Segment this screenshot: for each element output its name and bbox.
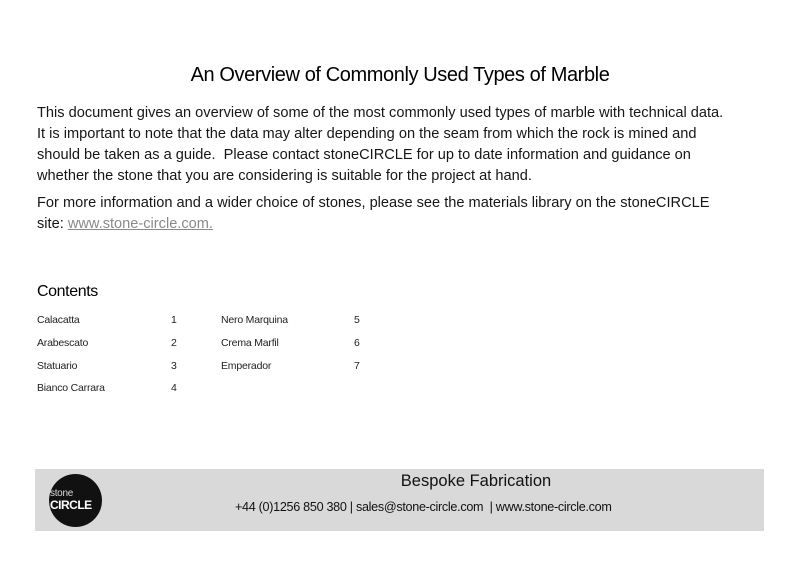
intro-line: should be taken as a guide. Please contact stoneCIRCLE for up to date information and guidance on: [37, 147, 691, 163]
toc-item-name[interactable]: Statuario: [37, 360, 78, 372]
more-info-line: For more information and a wider choice of stones, please see the materials library on the stoneCIRCLE: [37, 195, 710, 211]
toc-item-name[interactable]: Crema Marfil: [221, 337, 279, 349]
toc-item-page: 5: [354, 314, 360, 326]
intro-paragraph: [37, 103, 767, 187]
more-info-prefix: site:: [37, 216, 68, 232]
toc-item-page: 4: [171, 382, 177, 394]
website-link[interactable]: www.stone-circle.com.: [67, 216, 213, 232]
toc-item-page: 2: [171, 337, 177, 349]
footer-tagline: Bespoke Fabrication: [400, 472, 552, 490]
toc-item-page: 3: [171, 360, 177, 372]
toc-item-page: 7: [354, 360, 360, 372]
toc-item-name[interactable]: Arabescato: [37, 337, 89, 349]
toc-item-page: 6: [354, 337, 360, 349]
footer-contact: +44 (0)1256 850 380 | sales@stone-circle.com | www.stone-circle.com: [235, 500, 612, 514]
toc-item-name[interactable]: Calacatta: [37, 314, 80, 326]
intro-line: This document gives an overview of some of the most commonly used types of marble with technical data.: [37, 105, 724, 121]
intro-line: whether the stone that you are considering is suitable for the project at hand.: [37, 168, 532, 184]
toc-item-name[interactable]: Emperador: [221, 360, 272, 372]
intro-line: It is important to note that the data may alter depending on the seam from which the rock is mined and: [37, 126, 697, 142]
more-info-line: [37, 214, 767, 235]
document-title: An Overview of Commonly Used Types of Marble: [190, 64, 610, 86]
toc-item-name[interactable]: Bianco Carrara: [37, 382, 105, 394]
contents-heading: Contents: [37, 283, 98, 300]
toc-item-page: 1: [171, 314, 177, 326]
toc-item-name[interactable]: Nero Marquina: [221, 314, 288, 326]
logo-text-stone: stone: [50, 488, 73, 499]
logo-text-circle: CIRCLE: [50, 498, 92, 512]
more-info-paragraph: [37, 193, 767, 235]
